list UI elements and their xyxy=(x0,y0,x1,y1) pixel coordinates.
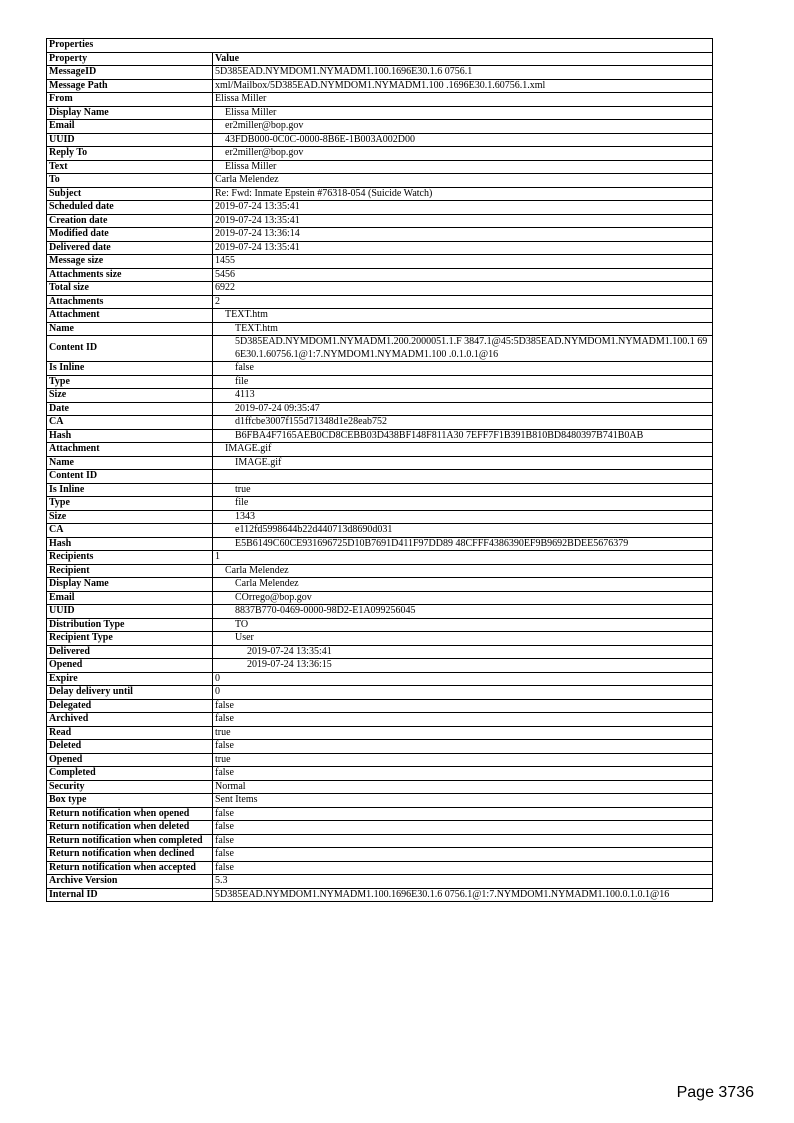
property-value: er2miller@bop.gov xyxy=(213,147,713,161)
table-row xyxy=(47,443,713,457)
table-row xyxy=(47,375,713,389)
property-value: 5456 xyxy=(213,268,713,282)
table-row xyxy=(47,888,713,902)
property-name: Security xyxy=(47,780,213,794)
property-name: Delivered date xyxy=(47,241,213,255)
property-name: Recipients xyxy=(47,551,213,565)
property-value: false xyxy=(213,821,713,835)
table-row xyxy=(47,726,713,740)
property-name: Message size xyxy=(47,255,213,269)
property-name: Recipient xyxy=(47,564,213,578)
property-name: Hash xyxy=(47,429,213,443)
table-row xyxy=(47,295,713,309)
table-row xyxy=(47,807,713,821)
property-value: 8837B770-0469-0000-98D2-E1A099256045 xyxy=(213,605,713,619)
property-value: false xyxy=(213,713,713,727)
property-value: 5D385EAD.NYMDOM1.NYMADM1.200.2000051.1.F 3847.1@45:5D385EAD.NYMDOM1.NYMADM1.100.1 696E30.1.60756.1@1:7.NYMDOM1.NYMADM1.100 .0.1.0.1@16 xyxy=(213,336,713,362)
table-row xyxy=(47,470,713,484)
property-value: 2019-07-24 13:36:15 xyxy=(213,659,713,673)
table-row xyxy=(47,618,713,632)
property-value: true xyxy=(213,483,713,497)
property-value: Elissa Miller xyxy=(213,160,713,174)
page-number: Page 3736 xyxy=(676,1084,754,1101)
property-value: false xyxy=(213,767,713,781)
table-row xyxy=(47,93,713,107)
table-row xyxy=(47,133,713,147)
property-value: false xyxy=(213,699,713,713)
table-row xyxy=(47,402,713,416)
table-row xyxy=(47,767,713,781)
property-value: e112fd5998644b22d440713d8690d031 xyxy=(213,524,713,538)
property-value: false xyxy=(213,848,713,862)
table-row xyxy=(47,848,713,862)
table-row xyxy=(47,120,713,134)
table-row xyxy=(47,834,713,848)
property-name: Attachment xyxy=(47,309,213,323)
table-row xyxy=(47,605,713,619)
property-name: Message Path xyxy=(47,79,213,93)
property-name: Return notification when deleted xyxy=(47,821,213,835)
table-row xyxy=(47,861,713,875)
table-row xyxy=(47,66,713,80)
property-value: false xyxy=(213,834,713,848)
table-row xyxy=(47,214,713,228)
table-row xyxy=(47,699,713,713)
property-value: Elissa Miller xyxy=(213,93,713,107)
table-title: Properties xyxy=(47,39,713,53)
property-value: IMAGE.gif xyxy=(213,443,713,457)
property-value: Re: Fwd: Inmate Epstein #76318-054 (Suicide Watch) xyxy=(213,187,713,201)
property-value: 5D385EAD.NYMDOM1.NYMADM1.100.1696E30.1.6 0756.1@1:7.NYMDOM1.NYMADM1.100.0.1.0.1@16 xyxy=(213,888,713,902)
table-row xyxy=(47,309,713,323)
property-value: 2019-07-24 13:36:14 xyxy=(213,228,713,242)
property-value: 1 xyxy=(213,551,713,565)
property-name: Type xyxy=(47,375,213,389)
table-row xyxy=(47,255,713,269)
property-value: IMAGE.gif xyxy=(213,456,713,470)
table-row xyxy=(47,713,713,727)
property-value: false xyxy=(213,861,713,875)
table-row xyxy=(47,201,713,215)
property-name: Email xyxy=(47,591,213,605)
property-name: Distribution Type xyxy=(47,618,213,632)
table-row xyxy=(47,187,713,201)
property-name: Attachment xyxy=(47,443,213,457)
property-name: Modified date xyxy=(47,228,213,242)
table-row xyxy=(47,578,713,592)
table-row xyxy=(47,686,713,700)
property-value: false xyxy=(213,362,713,376)
table-row xyxy=(47,106,713,120)
table-row xyxy=(47,753,713,767)
property-value: file xyxy=(213,497,713,511)
property-value: B6FBA4F7165AEB0CD8CEBB03D438BF148F811A30 7EFF7F1B391B810BD8480397B741B0AB xyxy=(213,429,713,443)
property-value: 5.3 xyxy=(213,875,713,889)
property-name: Display Name xyxy=(47,106,213,120)
table-row xyxy=(47,794,713,808)
table-row xyxy=(47,429,713,443)
property-value: Carla Melendez xyxy=(213,564,713,578)
property-name: Subject xyxy=(47,187,213,201)
table-row xyxy=(47,228,713,242)
property-value: xml/Mailbox/5D385EAD.NYMDOM1.NYMADM1.100 .1696E30.1.60756.1.xml xyxy=(213,79,713,93)
property-name: Delivered xyxy=(47,645,213,659)
property-value: 2019-07-24 13:35:41 xyxy=(213,241,713,255)
table-row xyxy=(47,875,713,889)
table-row xyxy=(47,389,713,403)
table-row xyxy=(47,282,713,296)
property-name: CA xyxy=(47,524,213,538)
property-name: Archived xyxy=(47,713,213,727)
table-row xyxy=(47,510,713,524)
property-value: true xyxy=(213,726,713,740)
property-value: 0 xyxy=(213,686,713,700)
table-row xyxy=(47,268,713,282)
property-value: false xyxy=(213,740,713,754)
property-name: Creation date xyxy=(47,214,213,228)
property-name: Delay delivery until xyxy=(47,686,213,700)
table-row xyxy=(47,645,713,659)
table-row xyxy=(47,632,713,646)
property-value: Carla Melendez xyxy=(213,174,713,188)
property-name: Size xyxy=(47,389,213,403)
property-value: E5B6149C60CE931696725D10B7691D411F97DD89 48CFFF4386390EF9B9692BDEE5676379 xyxy=(213,537,713,551)
property-name: Completed xyxy=(47,767,213,781)
value-column-header: Value xyxy=(213,52,713,66)
property-column-header: Property xyxy=(47,52,213,66)
properties-table-body xyxy=(47,39,713,902)
property-name: CA xyxy=(47,416,213,430)
property-name: Content ID xyxy=(47,336,213,362)
property-name: Box type xyxy=(47,794,213,808)
table-row xyxy=(47,551,713,565)
property-name: Return notification when accepted xyxy=(47,861,213,875)
property-value: 2019-07-24 13:35:41 xyxy=(213,214,713,228)
property-name: To xyxy=(47,174,213,188)
property-value: true xyxy=(213,753,713,767)
property-value: TEXT.htm xyxy=(213,322,713,336)
property-value: d1ffcbe3007f155d71348d1e28eab752 xyxy=(213,416,713,430)
table-row xyxy=(47,537,713,551)
table-row xyxy=(47,740,713,754)
property-name: Return notification when declined xyxy=(47,848,213,862)
property-name: Is Inline xyxy=(47,362,213,376)
table-row xyxy=(47,362,713,376)
property-value: COrrego@bop.gov xyxy=(213,591,713,605)
property-name: Archive Version xyxy=(47,875,213,889)
property-name: Opened xyxy=(47,659,213,673)
property-value: 2 xyxy=(213,295,713,309)
table-row xyxy=(47,174,713,188)
property-value: 5D385EAD.NYMDOM1.NYMADM1.100.1696E30.1.6 0756.1 xyxy=(213,66,713,80)
table-row xyxy=(47,564,713,578)
property-name: Return notification when completed xyxy=(47,834,213,848)
table-row xyxy=(47,79,713,93)
table-row xyxy=(47,416,713,430)
property-name: Content ID xyxy=(47,470,213,484)
property-value: er2miller@bop.gov xyxy=(213,120,713,134)
property-value: 6922 xyxy=(213,282,713,296)
property-name: Attachments xyxy=(47,295,213,309)
table-header-row xyxy=(47,52,713,66)
property-value: 1343 xyxy=(213,510,713,524)
property-value: Carla Melendez xyxy=(213,578,713,592)
property-name: Return notification when opened xyxy=(47,807,213,821)
property-value: 0 xyxy=(213,672,713,686)
property-value: 2019-07-24 13:35:41 xyxy=(213,201,713,215)
table-row xyxy=(47,659,713,673)
property-name: Hash xyxy=(47,537,213,551)
property-value: User xyxy=(213,632,713,646)
table-row xyxy=(47,821,713,835)
table-row xyxy=(47,322,713,336)
properties-table xyxy=(46,38,713,902)
table-row xyxy=(47,241,713,255)
table-row xyxy=(47,524,713,538)
table-row xyxy=(47,147,713,161)
property-value: 1455 xyxy=(213,255,713,269)
table-title-row xyxy=(47,39,713,53)
property-value: TO xyxy=(213,618,713,632)
property-value: Elissa Miller xyxy=(213,106,713,120)
property-value: Normal xyxy=(213,780,713,794)
table-row xyxy=(47,456,713,470)
property-value: 43FDB000-0C0C-0000-8B6E-1B003A002D00 xyxy=(213,133,713,147)
table-row xyxy=(47,160,713,174)
table-row xyxy=(47,497,713,511)
table-row xyxy=(47,672,713,686)
property-name: Deleted xyxy=(47,740,213,754)
property-value: 4113 xyxy=(213,389,713,403)
property-value: TEXT.htm xyxy=(213,309,713,323)
property-name: MessageID xyxy=(47,66,213,80)
property-name: Type xyxy=(47,497,213,511)
table-row xyxy=(47,591,713,605)
property-value: file xyxy=(213,375,713,389)
property-name: From xyxy=(47,93,213,107)
property-name: Recipient Type xyxy=(47,632,213,646)
property-name: Text xyxy=(47,160,213,174)
property-name: UUID xyxy=(47,605,213,619)
property-name: Scheduled date xyxy=(47,201,213,215)
property-name: Name xyxy=(47,322,213,336)
property-name: Delegated xyxy=(47,699,213,713)
property-name: Read xyxy=(47,726,213,740)
property-value: 2019-07-24 13:35:41 xyxy=(213,645,713,659)
property-name: Internal ID xyxy=(47,888,213,902)
property-name: Is Inline xyxy=(47,483,213,497)
property-name: Attachments size xyxy=(47,268,213,282)
property-name: Total size xyxy=(47,282,213,296)
property-name: Expire xyxy=(47,672,213,686)
property-name: Reply To xyxy=(47,147,213,161)
property-name: Opened xyxy=(47,753,213,767)
property-name: UUID xyxy=(47,133,213,147)
property-name: Display Name xyxy=(47,578,213,592)
property-name: Email xyxy=(47,120,213,134)
property-value: Sent Items xyxy=(213,794,713,808)
properties-document xyxy=(46,38,712,902)
property-value: 2019-07-24 09:35:47 xyxy=(213,402,713,416)
property-name: Date xyxy=(47,402,213,416)
table-row xyxy=(47,336,713,362)
property-value: false xyxy=(213,807,713,821)
table-row xyxy=(47,780,713,794)
property-name: Name xyxy=(47,456,213,470)
property-value xyxy=(213,470,713,484)
table-row xyxy=(47,483,713,497)
property-name: Size xyxy=(47,510,213,524)
